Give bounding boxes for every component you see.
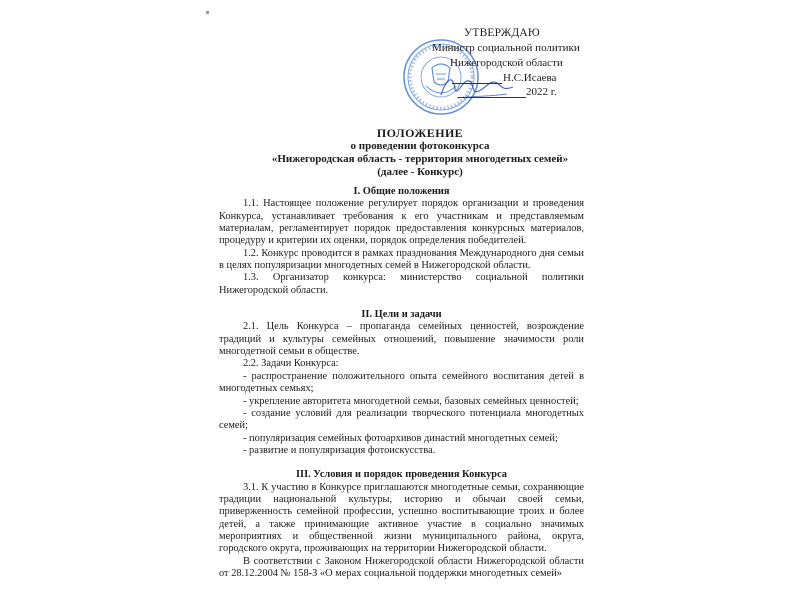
signature-line bbox=[452, 83, 502, 84]
approval-name: Н.С.Исаева bbox=[503, 72, 557, 84]
section-title: II. Цели и задачи bbox=[361, 309, 442, 321]
paragraph: 2.1. Цель Конкурса – пропаганда семейных ценностей, возрождение традиций и культуры семейных отношений, повышение значимости роли многодетной семьи в обществе. bbox=[219, 321, 584, 358]
heading-line-2: «Нижегородская область - территория многодетных семей» bbox=[271, 153, 569, 165]
section-title: III. Условия и порядок проведения Конкурса bbox=[295, 469, 508, 481]
list-item: - распространение положительного опыта семейного воспитания детей в многодетных семьях; bbox=[219, 370, 584, 395]
heading-line-3: (далее - Конкурс) bbox=[377, 166, 463, 178]
list-item: - развитие и популяризация фотоискусства. bbox=[243, 444, 436, 456]
list-item: - создание условий для реализации творческого потенциала многодетных семей; bbox=[219, 407, 584, 432]
approval-block bbox=[410, 0, 610, 110]
approval-position: Министр социальной политики bbox=[432, 42, 580, 54]
paragraph: 2.2. Задачи Конкурса: bbox=[243, 358, 339, 370]
approval-region: Нижегородской области bbox=[450, 57, 563, 69]
approval-title: УТВЕРЖДАЮ bbox=[464, 27, 540, 39]
approval-date: 2022 г. bbox=[526, 86, 557, 98]
paragraph: 1.2. Конкурс проводится в рамках празднования Международного дня семьи в целях популяризации многодетных семей в Нижегородской области. bbox=[219, 247, 584, 272]
document-body bbox=[219, 186, 584, 580]
scan-mark bbox=[206, 11, 209, 14]
section-title: I. Общие положения bbox=[353, 186, 450, 197]
heading-line-1: о проведении фотоконкурса bbox=[350, 140, 490, 152]
document-title: ПОЛОЖЕНИЕ bbox=[376, 126, 464, 140]
paragraph: 1.1. Настоящее положение регулирует порядок организации и проведения Конкурса, устанавливает требования к его участникам и представляемым материалам, регламентирует порядок предоставления конкурсных материалов, процедуру и критерии их оценки, порядок определения победителей. bbox=[219, 198, 584, 247]
document-heading bbox=[200, 127, 640, 179]
list-item: - укрепление авторитета многодетной семьи, базовых семейных ценностей; bbox=[243, 395, 579, 407]
paragraph: В соответствии с Законом Нижегородской области Нижегородской области от 28.12.2004 № 158-З «О мерах социальной поддержки многодетных семей» bbox=[219, 555, 584, 579]
date-line bbox=[458, 97, 526, 98]
paragraph: 3.1. К участию в Конкурсе приглашаются многодетные семьи, сохраняющие традиции национальной культуры, историю и обычаи своей семьи, приверженность семейной профессии, успешно воспитывающие троих и более детей, а также принимающие активное участие в социально значимых мероприятиях и общественной жизни муниципального района, округа, городского округа, проживающих на территории Нижегородской области. bbox=[219, 481, 584, 555]
list-item: - популяризация семейных фотоархивов династий многодетных семей; bbox=[243, 432, 558, 444]
paragraph: 1.3. Организатор конкурса: министерство социальной политики Нижегородской области. bbox=[219, 272, 584, 296]
